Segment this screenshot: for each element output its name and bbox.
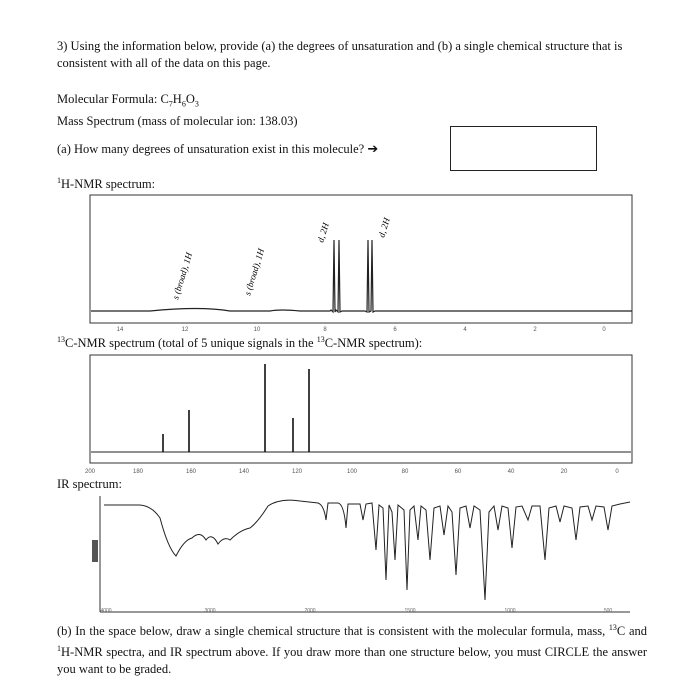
ir-tick: 1500 [404,608,416,614]
hnmr-spectrum [90,195,632,333]
cnmr-tick: 180 [132,469,144,475]
hnmr-peak-label-1: s (broad), 1H [170,251,195,301]
ir-scale-marker [92,540,98,562]
hnmr-tick: 0 [602,327,606,333]
hnmr-peak-label-4: d, 2H [376,216,392,239]
hnmr-tick: 4 [463,327,467,333]
hnmr-trace [91,240,632,312]
hnmr-axis-ticks [117,327,607,333]
cnmr-tick: 160 [185,469,197,475]
ir-tick: 4000 [100,608,112,614]
cnmr-tick: 200 [84,469,96,475]
hnmr-tick: 6 [393,327,397,333]
cnmr-axis-ticks [85,469,619,475]
ir-tick: 1000 [504,608,516,614]
hnmr-title: $^1$H-NMR spectrum: [57,176,156,192]
cnmr-spectrum [85,355,632,475]
cnmr-title: $^{13}$C-NMR spectrum (total of 5 unique signals in the $^{13}$C-NMR spectrum): [57,335,423,351]
hnmr-tick: 8 [323,327,327,333]
ir-title: IR spectrum: [57,477,122,491]
ir-tick: 3000 [204,608,216,614]
molecular-formula: Molecular Formula: $C_7H_6O_3$ [57,92,199,109]
cnmr-tick: 40 [507,469,515,475]
mass-spectrum-info: Mass Spectrum (mass of molecular ion: 138.03) [57,113,298,128]
question-prompt: 3) Using the information below, provide (a) the degrees of unsaturation and (b) a single chemical structure that is consistent with all of the data on this page. [57,39,623,70]
cnmr-tick: 120 [291,469,303,475]
part-a-question: (a) How many degrees of unsaturation exist in this molecule? ➔ [57,142,379,157]
cnmr-tick: 60 [454,469,462,475]
arrow-right-icon: ➔ [367,142,379,157]
cnmr-tick: 100 [346,469,358,475]
ir-spectrum [92,496,630,614]
hnmr-tick: 2 [533,327,537,333]
hnmr-tick: 14 [116,327,124,333]
part-b-instructions: (b) In the space below, draw a single chemical structure that is consistent with the molecular formula, mass, $^{13}$C and $^1$H-NMR spectra, and IR spectrum above. If you draw more than one structure below, you must CIRCLE the answer you want to be graded. [57,623,647,677]
cnmr-frame [90,355,632,463]
cnmr-tick: 80 [401,469,409,475]
hnmr-tick: 10 [253,327,261,333]
ir-tick: 2000 [304,608,316,614]
hnmr-peak-label-3: d, 2H [315,221,331,244]
cnmr-tick: 140 [238,469,250,475]
ir-axis-ticks [100,608,612,614]
cnmr-tick: 0 [615,469,619,475]
ir-tick: 500 [603,608,613,614]
hnmr-frame [90,195,632,323]
hnmr-tick: 12 [181,327,189,333]
cnmr-tick: 20 [560,469,568,475]
hnmr-peak-label-2: s (broad), 1H [242,247,267,297]
ir-trace [104,500,630,600]
